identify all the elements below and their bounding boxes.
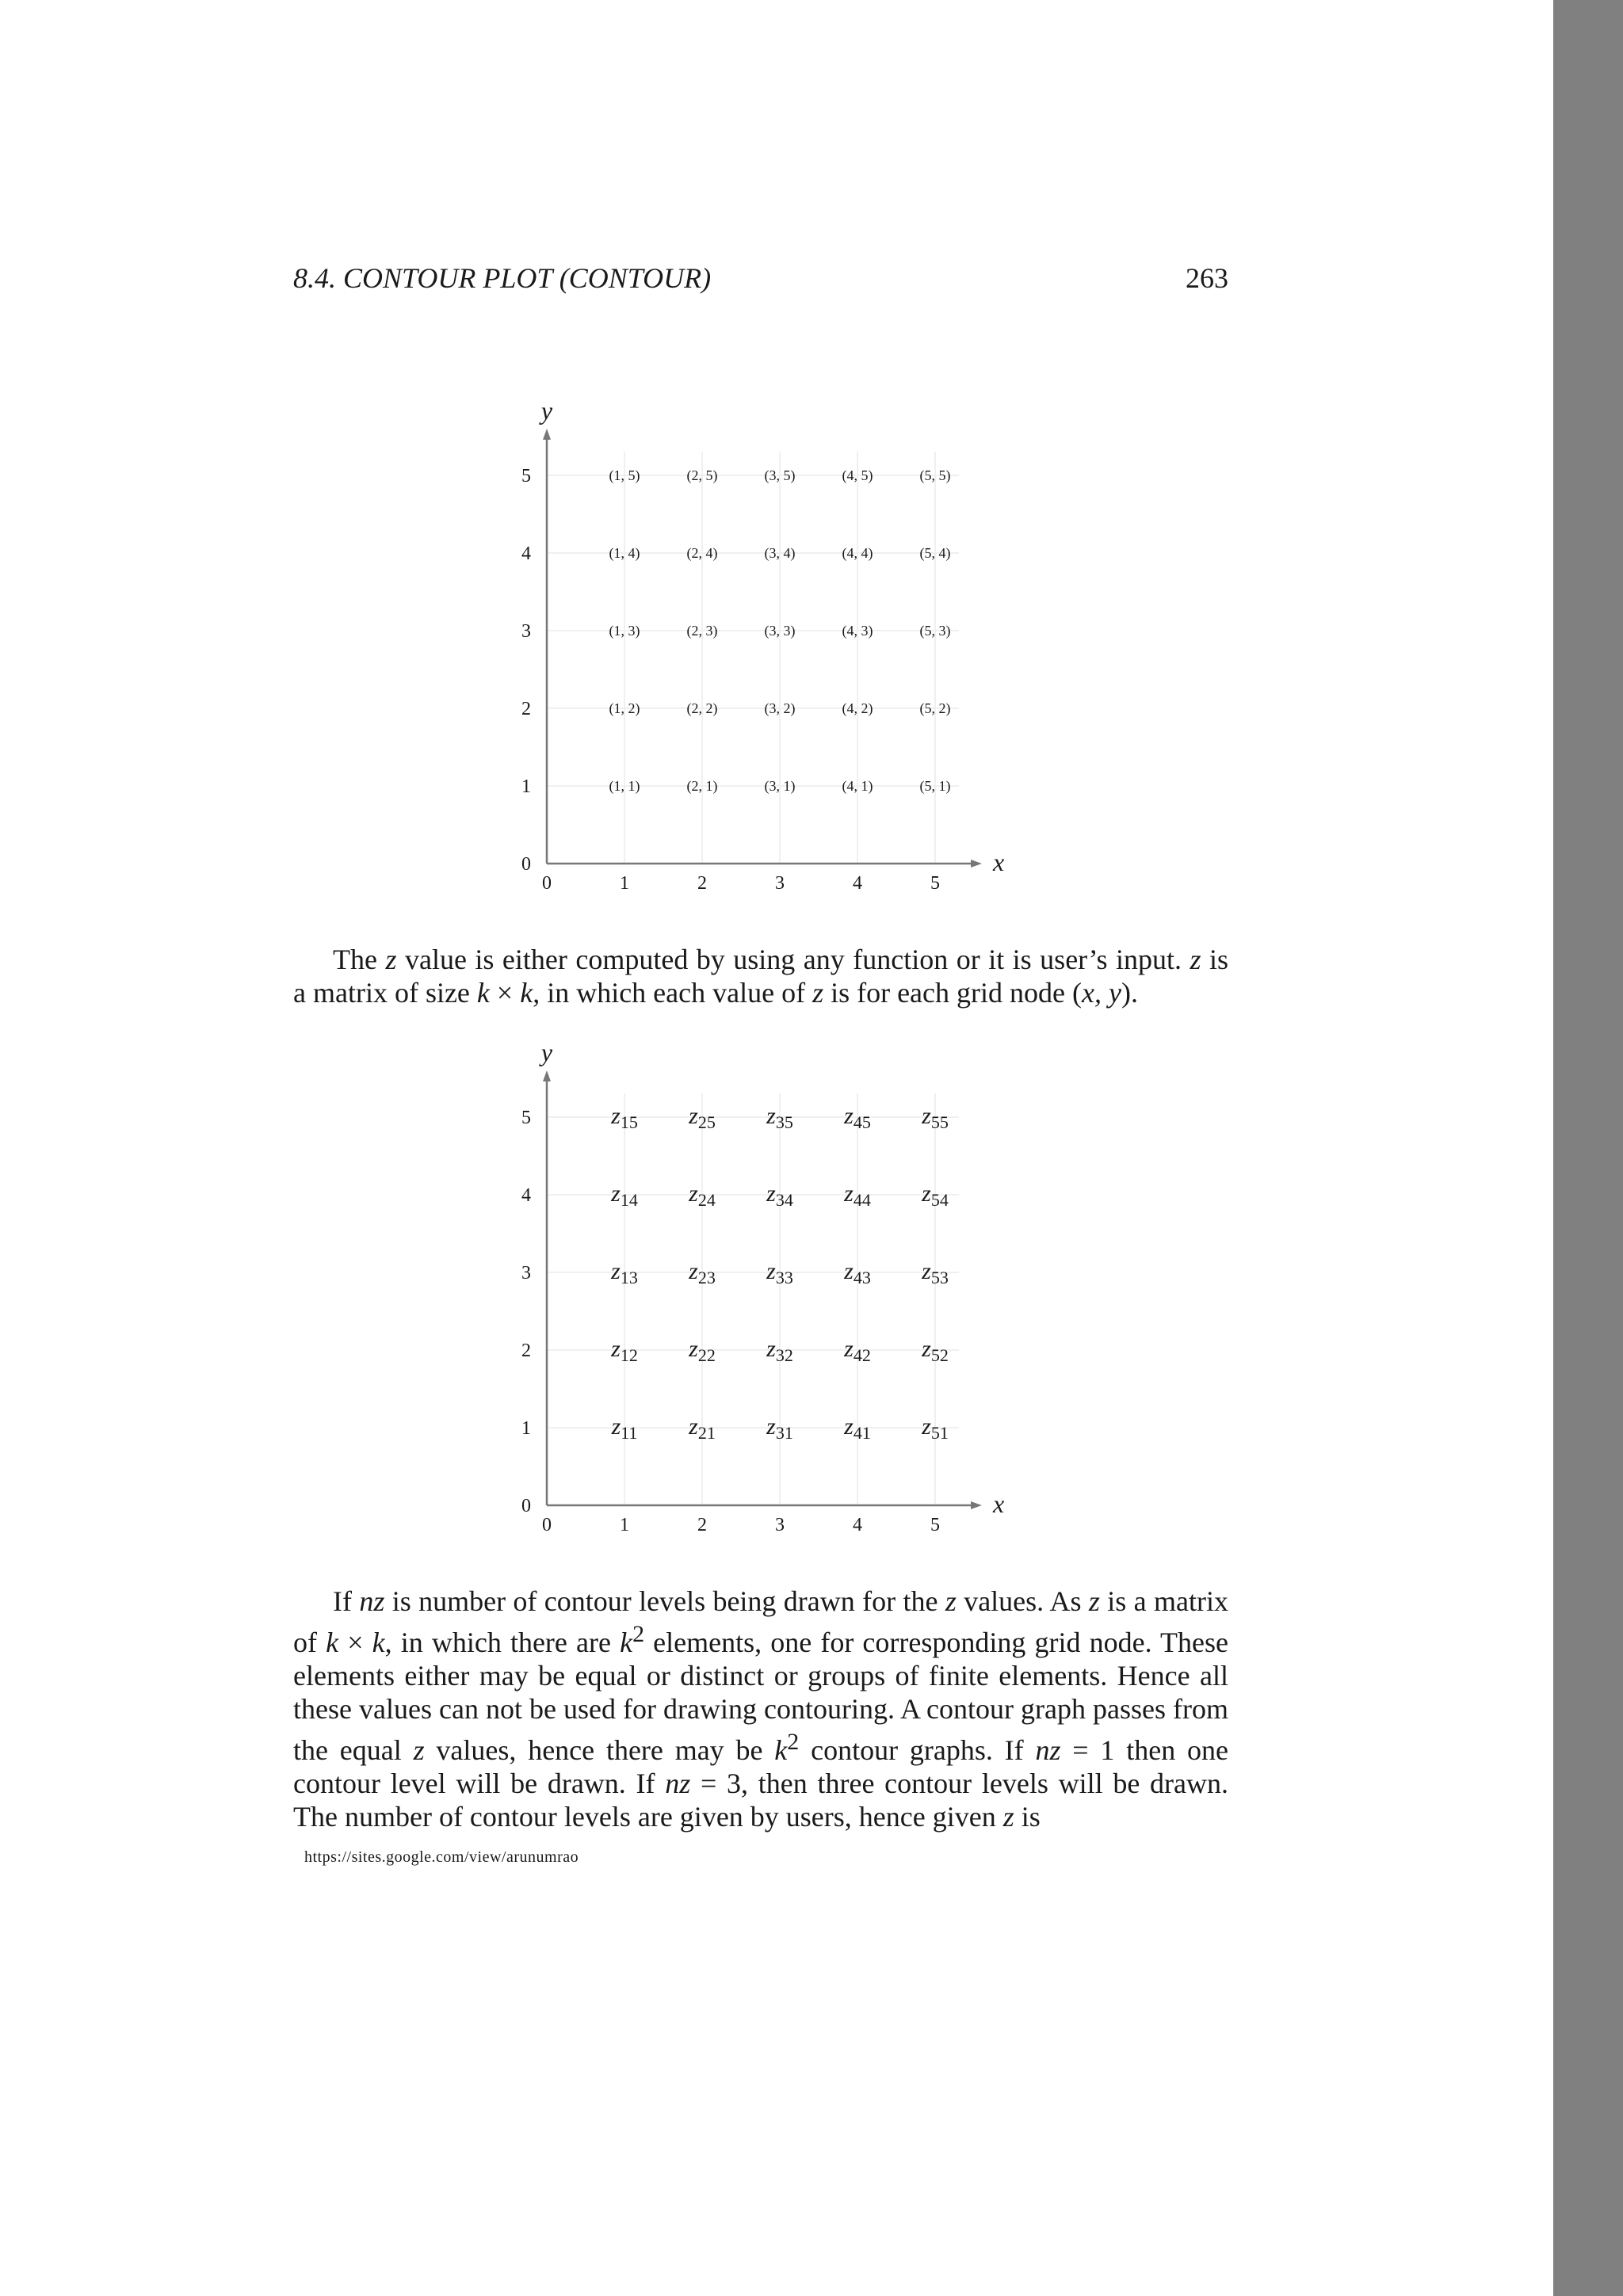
z-value-label: z42 bbox=[844, 1336, 871, 1365]
x-tick-label: 1 bbox=[620, 873, 629, 894]
y-tick-label: 5 bbox=[521, 1108, 531, 1128]
grid-node-label: (5, 5) bbox=[919, 467, 951, 483]
grid-node-label: (2, 4) bbox=[686, 545, 718, 561]
z-value-label: z33 bbox=[766, 1258, 793, 1287]
z-value-label: z43 bbox=[844, 1258, 871, 1287]
grid-node-label: (3, 4) bbox=[764, 545, 796, 561]
grid-node-label: (1, 5) bbox=[609, 467, 640, 483]
y-tick-label: 0 bbox=[521, 854, 531, 875]
z-value-label: z35 bbox=[766, 1103, 793, 1132]
x-axis-arrow-icon bbox=[971, 1501, 982, 1509]
y-tick-label: 3 bbox=[521, 621, 531, 642]
x-tick-label: 0 bbox=[542, 1515, 552, 1535]
x-tick-label: 3 bbox=[775, 1515, 785, 1535]
y-tick-label: 5 bbox=[521, 466, 531, 486]
x-axis-arrow-icon bbox=[971, 860, 982, 868]
x-tick-label: 0 bbox=[542, 873, 552, 894]
z-value-label: z14 bbox=[611, 1180, 638, 1210]
x-tick-label: 4 bbox=[853, 1515, 862, 1535]
page-side-band bbox=[1553, 0, 1623, 2296]
grid-node-label: (1, 1) bbox=[609, 778, 640, 794]
x-tick-label: 4 bbox=[853, 873, 862, 894]
footer-url: https://sites.google.com/view/arunumrao bbox=[304, 1848, 579, 1866]
grid-node-label: (2, 3) bbox=[686, 623, 718, 639]
grid-node-label: (4, 1) bbox=[842, 778, 873, 794]
y-axis-arrow-icon bbox=[543, 429, 551, 440]
y-axis-arrow-icon bbox=[543, 1070, 551, 1081]
x-axis-label: x bbox=[993, 848, 1005, 876]
x-tick-label: 2 bbox=[697, 873, 707, 894]
z-value-label: z15 bbox=[611, 1103, 638, 1132]
grid-node-label: (1, 3) bbox=[609, 623, 640, 639]
z-value-label: z44 bbox=[844, 1180, 871, 1210]
x-tick-label: 3 bbox=[775, 873, 785, 894]
z-value-label: z13 bbox=[611, 1258, 638, 1287]
y-tick-label: 2 bbox=[521, 699, 531, 719]
y-tick-label: 0 bbox=[521, 1496, 531, 1516]
y-tick-label: 4 bbox=[521, 543, 531, 564]
z-value-label: z11 bbox=[611, 1413, 638, 1443]
grid-node-label: (5, 3) bbox=[919, 623, 951, 639]
z-value-label: z41 bbox=[844, 1413, 871, 1443]
x-axis-label: x bbox=[993, 1489, 1005, 1518]
paragraph-contour-levels: If nz is number of contour levels being drawn for the z values. As z is a matrix of k × k, in which there are $k^2$ elements, one for corresponding grid node. These elements either may be equal or distinct or groups of finite elements. Hence all these values can not be used for drawing contouring. A contour graph passes from the equal z values, hence there may be $k^2$ contour graphs. If nz = 1 then one contour level will be drawn. If nz = 3, then three contour levels will be drawn. The number of contour levels are given by users, hence given z is bbox=[293, 1585, 1229, 1833]
y-tick-label: 3 bbox=[521, 1263, 531, 1283]
x-tick-label: 1 bbox=[620, 1515, 629, 1535]
grid-node-figure bbox=[499, 396, 1005, 903]
grid-node-label: (5, 1) bbox=[919, 778, 951, 794]
z-value-label: z24 bbox=[689, 1180, 716, 1210]
section-title: 8.4. CONTOUR PLOT (CONTOUR) bbox=[293, 262, 712, 294]
grid-node-label: (3, 5) bbox=[764, 467, 796, 483]
z-value-label: z32 bbox=[766, 1336, 793, 1365]
grid-node-label: (3, 3) bbox=[764, 623, 796, 639]
y-tick-label: 4 bbox=[521, 1185, 531, 1206]
z-value-label: z53 bbox=[922, 1258, 949, 1287]
z-value-label: z52 bbox=[922, 1336, 949, 1365]
grid-node-label: (4, 3) bbox=[842, 623, 873, 639]
z-value-label: z51 bbox=[922, 1413, 949, 1443]
grid-node-label: (1, 2) bbox=[609, 700, 640, 716]
page-number: 263 bbox=[1186, 262, 1228, 294]
grid-node-label: (5, 4) bbox=[919, 545, 951, 561]
z-value-label: z21 bbox=[689, 1413, 716, 1443]
grid-node-label: (2, 5) bbox=[686, 467, 718, 483]
grid-node-label: (4, 5) bbox=[842, 467, 873, 483]
y-tick-label: 1 bbox=[521, 776, 531, 797]
z-value-figure bbox=[499, 1038, 1005, 1545]
z-value-label: z45 bbox=[844, 1103, 871, 1132]
grid-node-label: (4, 4) bbox=[842, 545, 873, 561]
y-axis-label: y bbox=[540, 396, 553, 425]
grid-node-label: (3, 2) bbox=[764, 700, 796, 716]
x-tick-label: 2 bbox=[697, 1515, 707, 1535]
z-value-label: z23 bbox=[689, 1258, 716, 1287]
z-value-label: z31 bbox=[766, 1413, 793, 1443]
grid-node-label: (2, 2) bbox=[686, 700, 718, 716]
grid-node-label: (5, 2) bbox=[919, 700, 951, 716]
z-value-label: z25 bbox=[689, 1103, 716, 1132]
grid-node-label: (4, 2) bbox=[842, 700, 873, 716]
running-head bbox=[293, 261, 1228, 301]
y-tick-label: 2 bbox=[521, 1341, 531, 1361]
grid-node-label: (2, 1) bbox=[686, 778, 718, 794]
y-tick-label: 1 bbox=[521, 1418, 531, 1439]
z-value-label: z55 bbox=[922, 1103, 949, 1132]
z-value-label: z54 bbox=[922, 1180, 949, 1210]
x-tick-label: 5 bbox=[930, 1515, 940, 1535]
y-axis-label: y bbox=[540, 1038, 553, 1066]
grid-node-label: (3, 1) bbox=[764, 778, 796, 794]
grid-node-chart bbox=[499, 396, 1005, 903]
x-tick-label: 5 bbox=[930, 873, 940, 894]
z-value-label: z12 bbox=[611, 1336, 638, 1365]
grid-node-label: (1, 4) bbox=[609, 545, 640, 561]
z-value-chart bbox=[499, 1038, 1005, 1545]
z-value-label: z22 bbox=[689, 1336, 716, 1365]
paragraph-z-matrix: The z value is either computed by using any function or it is user’s input. z is a matrix of size k × k, in which each value of z is for each grid node (x, y). bbox=[293, 944, 1228, 1009]
z-value-label: z34 bbox=[766, 1180, 793, 1210]
